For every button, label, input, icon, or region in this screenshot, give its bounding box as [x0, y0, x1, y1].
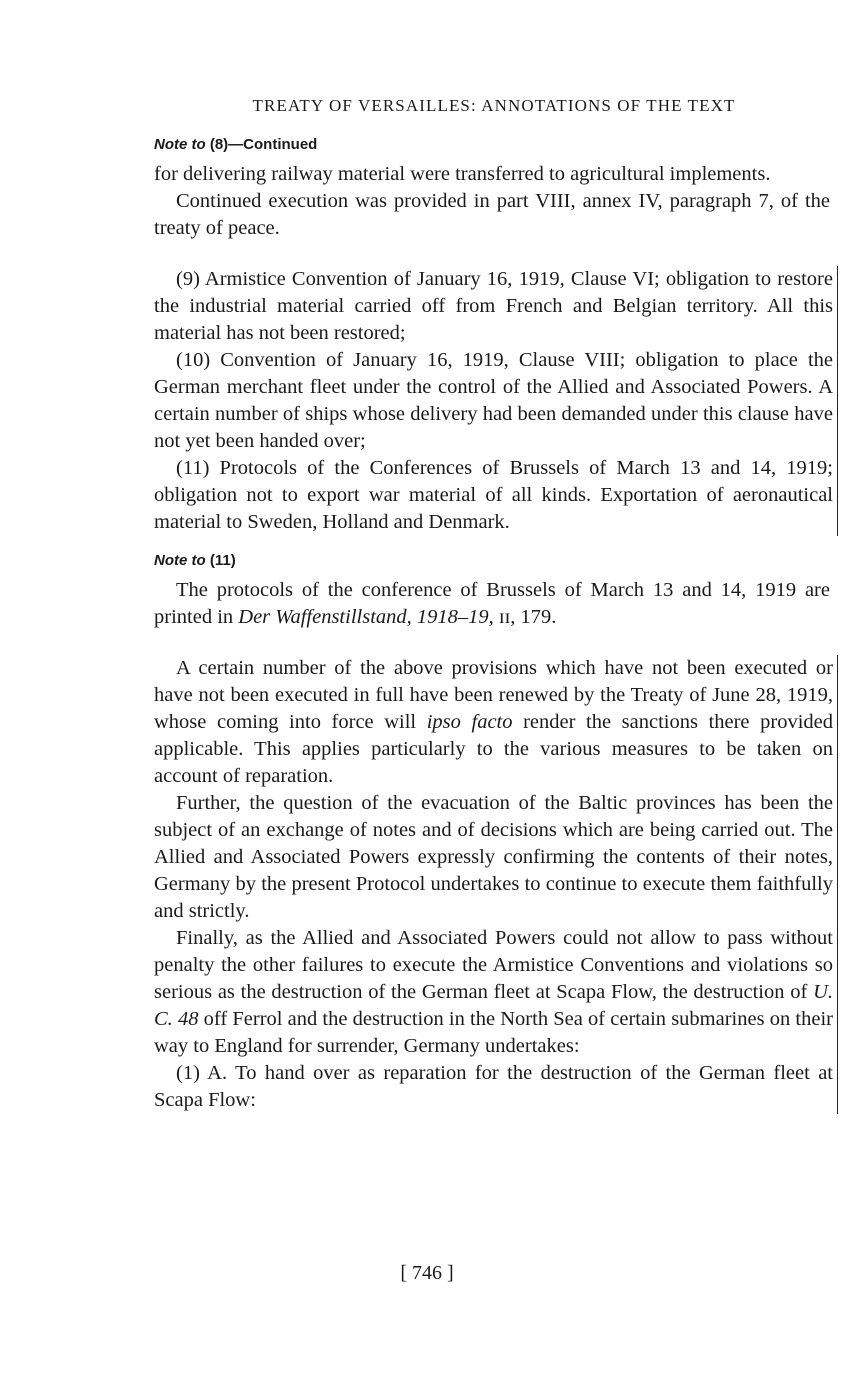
clause-9: (9) Armistice Convention of January 16, 1919, Clause VI; obligation to restore the industrial material carried off from French and Belgian territory. All this material has not been restored;	[154, 268, 833, 344]
note-11-paragraph: The protocols of the conference of Brussels of March 13 and 14, 1919 are printed in Der Waffenstillstand, 1918–19, ɪɪ, 179.	[154, 579, 830, 628]
running-head: TREATY OF VERSAILLES: ANNOTATIONS OF THE TEXT	[252, 96, 736, 115]
clause-11: (11) Protocols of the Conferences of Brussels of March 13 and 14, 1919; obligation not to export war material of all kinds. Exportation of aeronautical material to Sweden, Holland and Denmark.	[154, 457, 833, 533]
note-8-paragraph-1: for delivering railway material were transferred to agricultural implements.	[154, 163, 771, 185]
note-11-ref: (11)	[209, 552, 236, 569]
body-paragraph-3: Finally, as the Allied and Associated Powers could not allow to pass without penalty the other failures to execute the Armistice Conventions and violations so serious as the destruction of the German fleet at Scapa Flow, the destruction of U. C. 48 off Ferrol and the destruction in the North Sea of certain submarines on their way to England for surrender, Germany undertakes:	[154, 927, 833, 1057]
note-11-heading	[154, 552, 830, 569]
note-8-label: Note to	[154, 136, 206, 153]
clauses-block	[154, 266, 838, 536]
body-paragraph-4: (1) A. To hand over as reparation for the destruction of the German fleet at Scapa Flow:	[154, 1062, 833, 1111]
note-8-paragraph-2: Continued execution was provided in part VIII, annex IV, paragraph 7, of the treaty of peace.	[154, 190, 830, 239]
page-number: [ 746 ]	[400, 1262, 454, 1284]
note-11-label: Note to	[154, 552, 206, 569]
ipso-facto: ipso facto	[426, 711, 513, 733]
protocol-text-block	[154, 655, 838, 1114]
note-8-heading	[154, 136, 830, 153]
body-paragraph-2: Further, the question of the evacuation of the Baltic provinces has been the subject of an exchange of notes and of decisions which are being carried out. The Allied and Associated Powers expressly confirming the contents of their notes, Germany by the present Protocol undertakes to continue to execute them faithfully and strictly.	[154, 792, 833, 922]
submarine-name: U. C. 48	[154, 981, 833, 1030]
page-body	[154, 96, 833, 1114]
clause-10: (10) Convention of January 16, 1919, Clause VIII; obligation to place the German merchant fleet under the control of the Allied and Associated Powers. A certain number of ships whose delivery had been demanded under this clause have not yet been handed over;	[154, 349, 833, 452]
note-8-ref: (8)—Continued	[209, 136, 318, 153]
body-paragraph-1: A certain number of the above provisions which have not been executed or have not been executed in full have been renewed by the Treaty of June 28, 1919, whose coming into force will ipso facto render the sanctions there provided applicable. This applies particularly to the various measures to be taken on account of reparation.	[154, 657, 833, 787]
publication-title: Der Waffenstillstand, 1918–19,	[238, 606, 494, 628]
